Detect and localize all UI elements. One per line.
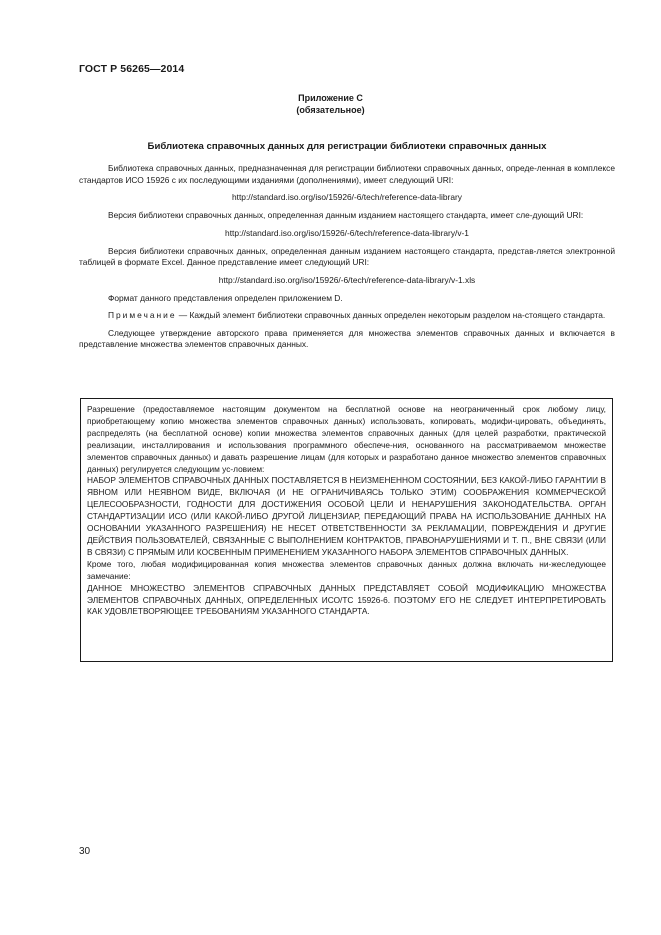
annex-heading bbox=[0, 92, 661, 116]
document-header: ГОСТ Р 56265—2014 bbox=[79, 63, 185, 75]
paragraph-5: Следующее утверждение авторского права применяется для множества элементов справочных данных и включается в представление множества элементов справочных данных. bbox=[79, 327, 615, 350]
annex-title: Приложение С bbox=[298, 93, 363, 103]
note bbox=[79, 310, 615, 322]
uri-3: http://standard.iso.org/iso/15926/-6/tech/reference-data-library/v-1.xls bbox=[218, 274, 476, 285]
note-dash: — bbox=[176, 310, 190, 321]
uri-1: http://standard.iso.org/iso/15926/-6/tech/reference-data-library bbox=[232, 192, 462, 203]
note-text: Каждый элемент библиотеки справочных данных определен некоторым разделом на-стоящего стандарта. bbox=[189, 310, 606, 321]
note-label: Примечание bbox=[108, 310, 177, 321]
box-paragraph-2: НАБОР ЭЛЕМЕНТОВ СПРАВОЧНЫХ ДАННЫХ ПОСТАВЛЯЕТСЯ В НЕИЗМЕНЕННОМ СОСТОЯНИИ, БЕЗ КАКОЙ-ЛИБО ГАРАНТИИ В ЯВНОМ ИЛИ НЕЯВНОМ ВИДЕ, ВКЛЮЧАЯ (И НЕ ОГРАНИЧИВАЯСЬ ТОЛЬКО ЭТИМ) СООБРАЖЕНИЯ КОММЕРЧЕСКОЙ ЦЕЛЕСООБРАЗНОСТИ, ГОДНОСТИ ДЛЯ ДОСТИЖЕНИЯ ОСОБОЙ ЦЕЛИ И НЕНАРУШЕНИЯ ЗАКОНОДАТЕЛЬСТВА. ОРГАН СТАНДАРТИЗАЦИИ ИСО (ИЛИ КАКОЙ-ЛИБО ДРУГОЙ ЛИЦЕНЗИАР, ПЕРЕДАЮЩИЙ ПРАВА НА ИСПОЛЬЗОВАНИЕ ДАННЫХ НА ОСНОВАНИИ УКАЗАННОГО РАЗРЕШЕНИЯ) НЕ НЕСЕТ ОТВЕТСТВЕННОСТИ ЗА РЕКЛАМАЦИИ, ПОВРЕЖДЕНИЯ И ДРУГИЕ ДЕЙСТВИЯ ПОЛЬЗОВАТЕЛЕЙ, СВЯЗАННЫЕ С ВЫПОЛНЕНИЕМ КОНТРАКТОВ, ПРАВОНАРУШЕНИЯМИ И Т. П., ВНЕ СВЯЗИ (ИЛИ В СВЯЗИ) С ПРЯМЫМ ИЛИ КОСВЕННЫМ ПРИМЕНЕНИЕМ УКАЗАННОГО НАБОРА ЭЛЕМЕНТОВ СПРАВОЧНЫХ ДАННЫХ. bbox=[87, 475, 606, 557]
section-title: Библиотека справочных данных для регистрации библиотеки справочных данных bbox=[147, 141, 547, 152]
box-paragraph-1: Разрешение (предоставляемое настоящим документом на бесплатной основе на неограниченный срок любому лицу, приобретающему копию множества элементов справочных данных) использовать, копировать, модифи-цировать, объединять, распределять (на бесплатной основе) копии множества элементов справочных данных (для целей разработки, практической реализации, инсталлирования и использования программного обеспече-ния, основанного на рассматриваемом множестве элементов справочных данных) и давать разрешение лицам (для которых и разработано данное множество элементов справочных данных) регулируется следующим ус-ловием: bbox=[87, 404, 606, 474]
copyright-notice-box bbox=[80, 398, 613, 662]
annex-subtitle: (обязательное) bbox=[296, 105, 365, 115]
paragraph-2: Версия библиотеки справочных данных, определенная данным изданием настоящего стандарта, имеет сле-дующий URI: bbox=[108, 210, 584, 221]
page-number: 30 bbox=[79, 846, 91, 857]
box-paragraph-3: Кроме того, любая модифицированная копия множества элементов справочных данных должна включать ни-жеследующее замечание: bbox=[87, 558, 606, 581]
paragraph-3: Версия библиотеки справочных данных, определенная данным изданием настоящего стандарта, представ-ляется электронной таблицей в формате Excel. Данное представление имеет следующий URI: bbox=[79, 245, 615, 268]
uri-2: http://standard.iso.org/iso/15926/-6/tech/reference-data-library/v-1 bbox=[225, 227, 469, 238]
box-paragraph-4: ДАННОЕ МНОЖЕСТВО ЭЛЕМЕНТОВ СПРАВОЧНЫХ ДАННЫХ ПРЕДСТАВЛЯЕТ СОБОЙ МОДИФИКАЦИЮ МНОЖЕСТВА ЭЛЕМЕНТОВ СПРАВОЧНЫХ ДАННЫХ, ОПРЕДЕЛЕННЫХ ИСО/ТС 15926-6. ПОЭТОМУ ЕГО НЕ СЛЕДУЕТ ИНТЕРПРЕТИРОВАТЬ КАК УДОВЛЕТВОРЯЮЩЕЕ ТРЕБОВАНИЯМ УКАЗАННОГО СТАНДАРТА. bbox=[87, 582, 606, 617]
paragraph-4: Формат данного представления определен приложением D. bbox=[108, 292, 343, 303]
body-text bbox=[79, 163, 615, 357]
paragraph-1: Библиотека справочных данных, предназначенная для регистрации библиотеки справочных данных, опреде-ленная в комплексе стандартов ИСО 15926 с их последующими изданиями (дополнениями), имеет следующий URI: bbox=[79, 163, 615, 185]
